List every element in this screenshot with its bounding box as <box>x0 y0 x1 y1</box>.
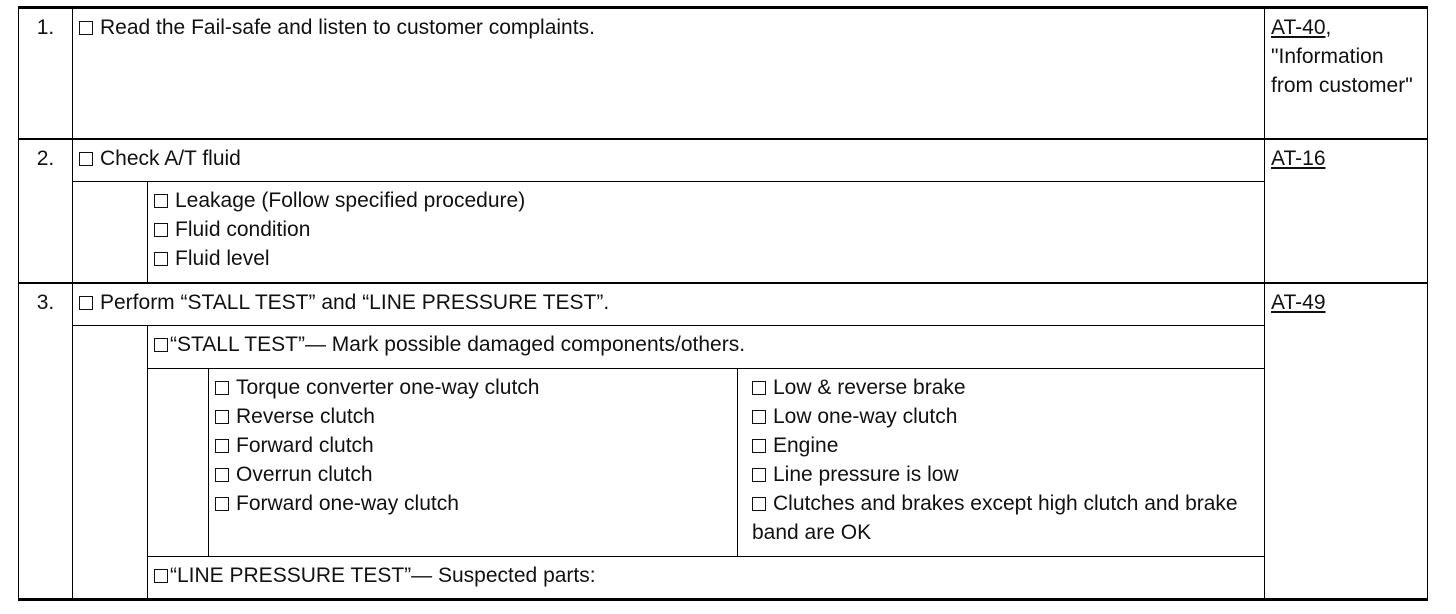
step-3-number: 3. <box>19 283 73 600</box>
step-3-ref-link[interactable]: AT-49 <box>1271 290 1326 314</box>
worksheet-table <box>18 6 1428 601</box>
step-2-number: 2. <box>19 139 73 283</box>
step-2-detail-row <box>19 182 1428 283</box>
component-item: Forward clutch <box>215 431 731 460</box>
line-pressure-cell <box>148 557 1265 600</box>
step-3-text: Perform “STALL TEST” and “LINE PRESSURE TEST”. <box>100 290 610 314</box>
component-item: Overrun clutch <box>215 460 731 489</box>
checkbox-icon[interactable] <box>752 468 766 482</box>
stall-components-row <box>19 369 1428 557</box>
step-2-cell <box>73 139 1265 182</box>
stall-right-column <box>738 369 1265 557</box>
step-1-reference <box>1265 8 1428 139</box>
fluid-check-item: Leakage (Follow specified procedure) <box>154 186 1258 215</box>
diagnostic-worksheet <box>18 6 1427 601</box>
checkbox-icon[interactable] <box>752 410 766 424</box>
indent-cell <box>148 369 209 557</box>
fluid-checks-cell <box>148 182 1265 283</box>
step-1-cell <box>73 8 1265 139</box>
checkbox-icon[interactable] <box>215 410 229 424</box>
fluid-check-item: Fluid level <box>154 244 1258 273</box>
component-item: Torque converter one-way clutch <box>215 373 731 402</box>
component-item: Reverse clutch <box>215 402 731 431</box>
indent-cell <box>73 182 148 283</box>
step-3-row <box>19 283 1428 326</box>
checkbox-icon[interactable] <box>215 381 229 395</box>
checkbox-icon[interactable] <box>215 497 229 511</box>
component-item: Engine <box>752 431 1258 460</box>
stall-left-column <box>209 369 738 557</box>
checkbox-icon[interactable] <box>154 194 168 208</box>
component-item: Clutches and brakes except high clutch and brake band are OK <box>752 492 1238 544</box>
step-2-text: Check A/T fluid <box>100 146 241 170</box>
component-item: Forward one-way clutch <box>215 489 731 518</box>
fluid-check-item: Fluid condition <box>154 215 1258 244</box>
checkbox-icon[interactable] <box>215 468 229 482</box>
checkbox-icon[interactable] <box>752 497 766 511</box>
step-1-row <box>19 8 1428 139</box>
stall-test-row <box>19 326 1428 369</box>
component-item: Low & reverse brake <box>752 373 1258 402</box>
step-1-ref-link[interactable]: AT-40 <box>1271 16 1326 39</box>
checkbox-icon[interactable] <box>154 252 168 266</box>
component-item: Line pressure is low <box>752 460 1258 489</box>
step-1-ref-text: , "Information from customer" <box>1271 16 1413 97</box>
checkbox-icon[interactable] <box>154 569 168 583</box>
checkbox-icon[interactable] <box>79 296 93 310</box>
step-2-reference <box>1265 139 1428 283</box>
step-1-number: 1. <box>19 8 73 139</box>
line-pressure-text: “LINE PRESSURE TEST”— Suspected parts: <box>170 564 596 587</box>
checkbox-icon[interactable] <box>752 381 766 395</box>
checkbox-icon[interactable] <box>752 439 766 453</box>
step-1-text: Read the Fail-safe and listen to customer complaints. <box>100 16 595 39</box>
line-pressure-row <box>19 557 1428 600</box>
indent-cell <box>73 326 148 600</box>
checkbox-icon[interactable] <box>79 21 93 35</box>
step-2-row <box>19 139 1428 182</box>
stall-test-cell <box>148 326 1265 369</box>
checkbox-icon[interactable] <box>79 152 93 166</box>
step-3-cell <box>73 283 1265 326</box>
checkbox-icon[interactable] <box>215 439 229 453</box>
stall-test-text: “STALL TEST”— Mark possible damaged components/others. <box>170 333 746 356</box>
step-2-ref-link[interactable]: AT-16 <box>1271 146 1326 170</box>
checkbox-icon[interactable] <box>154 338 168 352</box>
component-item: Low one-way clutch <box>752 402 1258 431</box>
checkbox-icon[interactable] <box>154 223 168 237</box>
step-3-reference <box>1265 283 1428 600</box>
